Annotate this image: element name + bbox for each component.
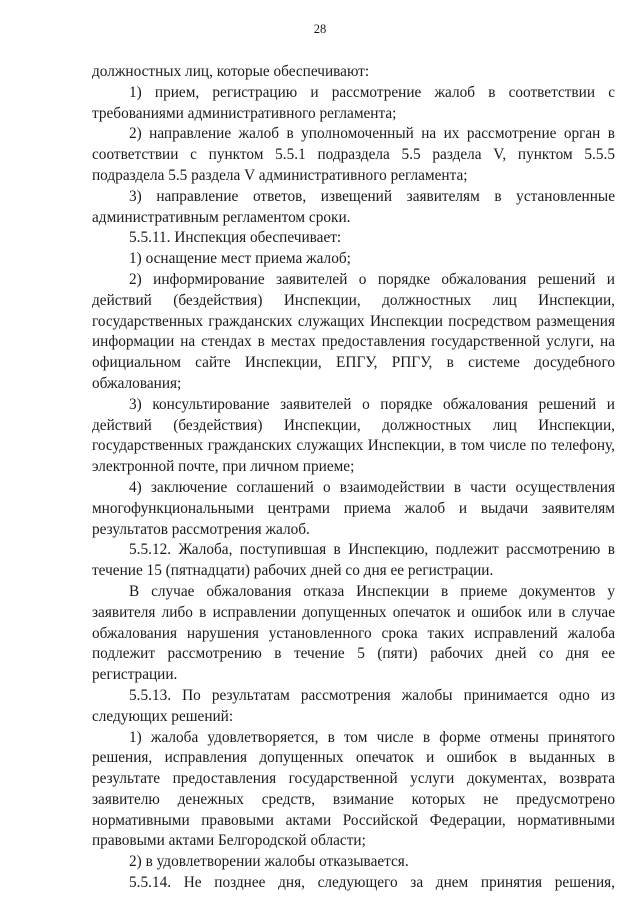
paragraph: 5.5.13. По результатам рассмотрения жалобы принимается одно из следующих решений: (92, 686, 615, 725)
paragraph: В случае обжалования отказа Инспекции в приеме документов у заявителя либо в исправлении допущенных опечаток и ошибок или в случае обжалования нарушения установленного срока таких исправлений жалоба подлежит рассмотрению в течение 5 (пяти) рабочих дней со дня ее регистрации. (92, 582, 615, 684)
paragraph: 1) оснащение мест приема жалоб; (129, 250, 351, 268)
paragraph: должностных лиц, которые обеспечивают: (92, 63, 370, 80)
paragraph: 1) жалоба удовлетворяется, в том числе в форме отмены принятого решения, исправления допущенных опечаток и ошибок в выданных в результате предоставления государственной услуги документах, возврата заявителю денежных средств, взимание которых не предусмотрено нормативными правовыми актами Российской Федерации, нормативными правовыми актами Белгородской области; (92, 728, 615, 850)
paragraph: 3) направление ответов, извещений заявителям в установленные административным регламентом сроки. (92, 187, 615, 226)
paragraph: 2) информирование заявителей о порядке обжалования решений и действий (бездействия) Инспекции, должностных лиц Инспекции, государственных гражданских служащих Инспекции посредством размещения информации на стендах в местах предоставления государственной услуги, на официальном сайте Инспекции, ЕПГУ, РПГУ, в системе досудебного обжалования; (92, 270, 615, 392)
document-body (92, 62, 615, 894)
paragraph: 5.5.11. Инспекция обеспечивает: (129, 229, 342, 247)
paragraph: 2) направление жалоб в уполномоченный на их рассмотрение орган в соответствии с пунктом 5.5.1 подраздела 5.5 раздела V, пунктом 5.5.5 подраздела 5.5 раздела V административного регламента; (92, 125, 615, 184)
paragraph: 2) в удовлетворении жалобы отказывается. (129, 853, 409, 871)
paragraph: 3) консультирование заявителей о порядке обжалования решений и действий (бездействия) Инспекции, должностных лиц Инспекции, государственных гражданских служащих Инспекции, в том числе по телефону, электронной почте, при личном приеме; (92, 395, 615, 476)
paragraph: 5.5.14. Не позднее дня, следующего за днем принятия решения, (129, 874, 615, 892)
paragraph: 4) заключение соглашений о взаимодействии в части осуществления многофункциональными центрами приема жалоб и выдачи заявителям результатов рассмотрения жалоб. (92, 478, 615, 538)
paragraph: 5.5.12. Жалоба, поступившая в Инспекцию, подлежит рассмотрению в течение 15 (пятнадцати) рабочих дней со дня ее регистрации. (92, 541, 615, 580)
paragraph: 1) прием, регистрацию и рассмотрение жалоб в соответствии с требованиями административного регламента; (92, 83, 615, 122)
page-number: 28 (313, 22, 327, 36)
